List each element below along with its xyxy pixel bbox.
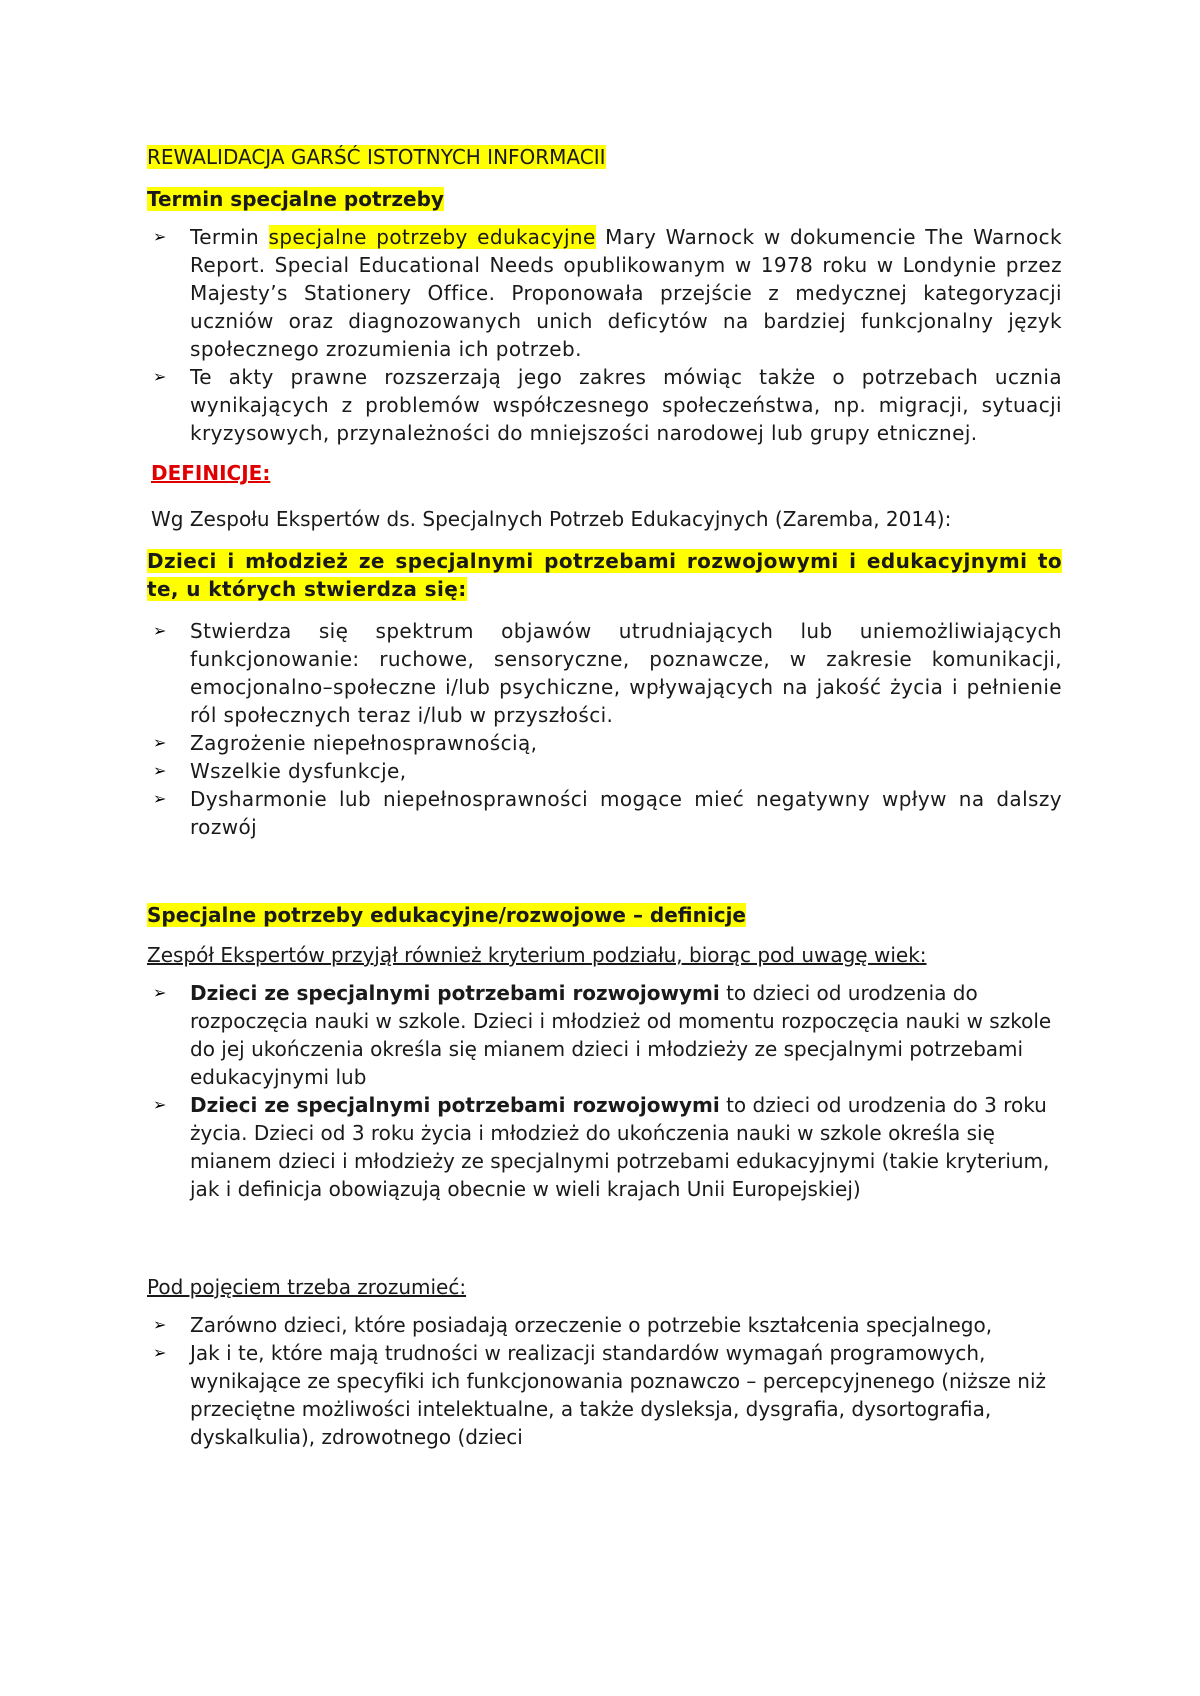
pojecie-list xyxy=(147,1311,1062,1451)
termin-list xyxy=(147,223,1062,447)
arrow-bullet-icon: ➢ xyxy=(153,733,167,752)
arrow-bullet-icon: ➢ xyxy=(153,789,167,808)
definitions-label: DEFINICJE: xyxy=(151,461,271,485)
document-body xyxy=(147,143,1062,1451)
section-intro-pojecie: Pod pojęciem trzeba zrozumieć: xyxy=(147,1275,467,1299)
list-item: ➢ Termin specjalne potrzeby edukacyjne Mary Warnock w dokumencie The Warnock Report. Special Educational Needs opublikowanym w 1978 roku w Londynie przez Majesty’s Stationery Office. Proponowała przejście z medycznej kategoryzacji uczniów oraz diagnozowanych unich deficytów na bardziej funkcjonalny język społecznego zrozumienia ich potrzeb. xyxy=(153,225,1062,361)
arrow-bullet-icon: ➢ xyxy=(153,367,167,386)
section-intro-kryterium: Zespół Ekspertów przyjął również kryterium podziału, biorąc pod uwagę wiek: xyxy=(147,943,927,967)
list-item: ➢ Zarówno dzieci, które posiadają orzeczenie o potrzebie kształcenia specjalnego, xyxy=(153,1313,993,1337)
kryterium-list xyxy=(147,979,1062,1203)
arrow-bullet-icon: ➢ xyxy=(153,1343,167,1362)
list-item: ➢ Zagrożenie niepełnosprawnością, xyxy=(153,731,538,755)
list-item: ➢ Stwierdza się spektrum objawów utrudniających lub uniemożliwiających funkcjonowanie: ruchowe, sensoryczne, poznawcze, w zakresie komunikacji, emocjonalno–społeczne i/lub psychiczne, wpływających na jakość życia i pełnienie ról społecznych teraz i/lub w przyszłości. xyxy=(153,619,1062,727)
arrow-bullet-icon: ➢ xyxy=(153,1315,167,1334)
list-item: ➢ Wszelkie dysfunkcje, xyxy=(153,759,407,783)
arrow-bullet-icon: ➢ xyxy=(153,621,167,640)
section-heading-termin: Termin specjalne potrzeby xyxy=(147,187,444,211)
list-item: ➢ Dzieci ze specjalnymi potrzebami rozwojowymi to dzieci od urodzenia do 3 roku życia. Dzieci od 3 roku życia i młodzież do ukończenia nauki w szkole określa się mianem dzieci i młodzieży ze specjalnymi potrzebami edukacyjnymi (takie kryterium, jak i definicja obowiązują obecnie w wieli krajach Unii Europejskiej) xyxy=(153,1093,1050,1201)
section-heading-dzieci: Dzieci i młodzież ze specjalnymi potrzebami rozwojowymi i edukacyjnymi to te, u których stwierdza się: xyxy=(147,549,1062,601)
arrow-bullet-icon: ➢ xyxy=(153,761,167,780)
arrow-bullet-icon: ➢ xyxy=(153,1095,167,1114)
arrow-bullet-icon: ➢ xyxy=(153,983,167,1002)
document-title: REWALIDACJA GARŚĆ ISTOTNYCH INFORMACII xyxy=(147,145,606,169)
source-line: Wg Zespołu Ekspertów ds. Specjalnych Potrzeb Edukacyjnych (Zaremba, 2014): xyxy=(151,507,952,531)
list-item: ➢ Te akty prawne rozszerzają jego zakres mówiąc także o potrzebach ucznia wynikających z problemów współczesnego społeczeństwa, np. migracji, sytuacji kryzysowych, przynależności do mniejszości narodowej lub grupy etnicznej. xyxy=(153,365,1062,445)
list-item: ➢ Jak i te, które mają trudności w realizacji standardów wymagań programowych, wynikające ze specyfiki ich funkcjonowania poznawczo – percepcyjnenego (niższe niż przeciętne możliwości intelektualne, a także dysleksja, dysgrafia, dysortografia, dyskalkulia), zdrowotnego (dzieci xyxy=(153,1341,1047,1449)
list-item: ➢ Dzieci ze specjalnymi potrzebami rozwojowymi to dzieci od urodzenia do rozpoczęcia nauki w szkole. Dzieci i młodzież od momentu rozpoczęcia nauki w szkole do jej ukończenia określa się mianem dzieci i młodzieży ze specjalnymi potrzebami edukacyjnymi lub xyxy=(153,981,1052,1089)
list-item: ➢ Dysharmonie lub niepełnosprawności mogące mieć negatywny wpływ na dalszy rozwój xyxy=(153,787,1062,839)
arrow-bullet-icon: ➢ xyxy=(153,227,167,246)
section-heading-specjalne: Specjalne potrzeby edukacyjne/rozwojowe – definicje xyxy=(147,903,746,927)
dzieci-list xyxy=(147,617,1062,841)
highlighted-term: specjalne potrzeby edukacyjne xyxy=(268,225,596,249)
